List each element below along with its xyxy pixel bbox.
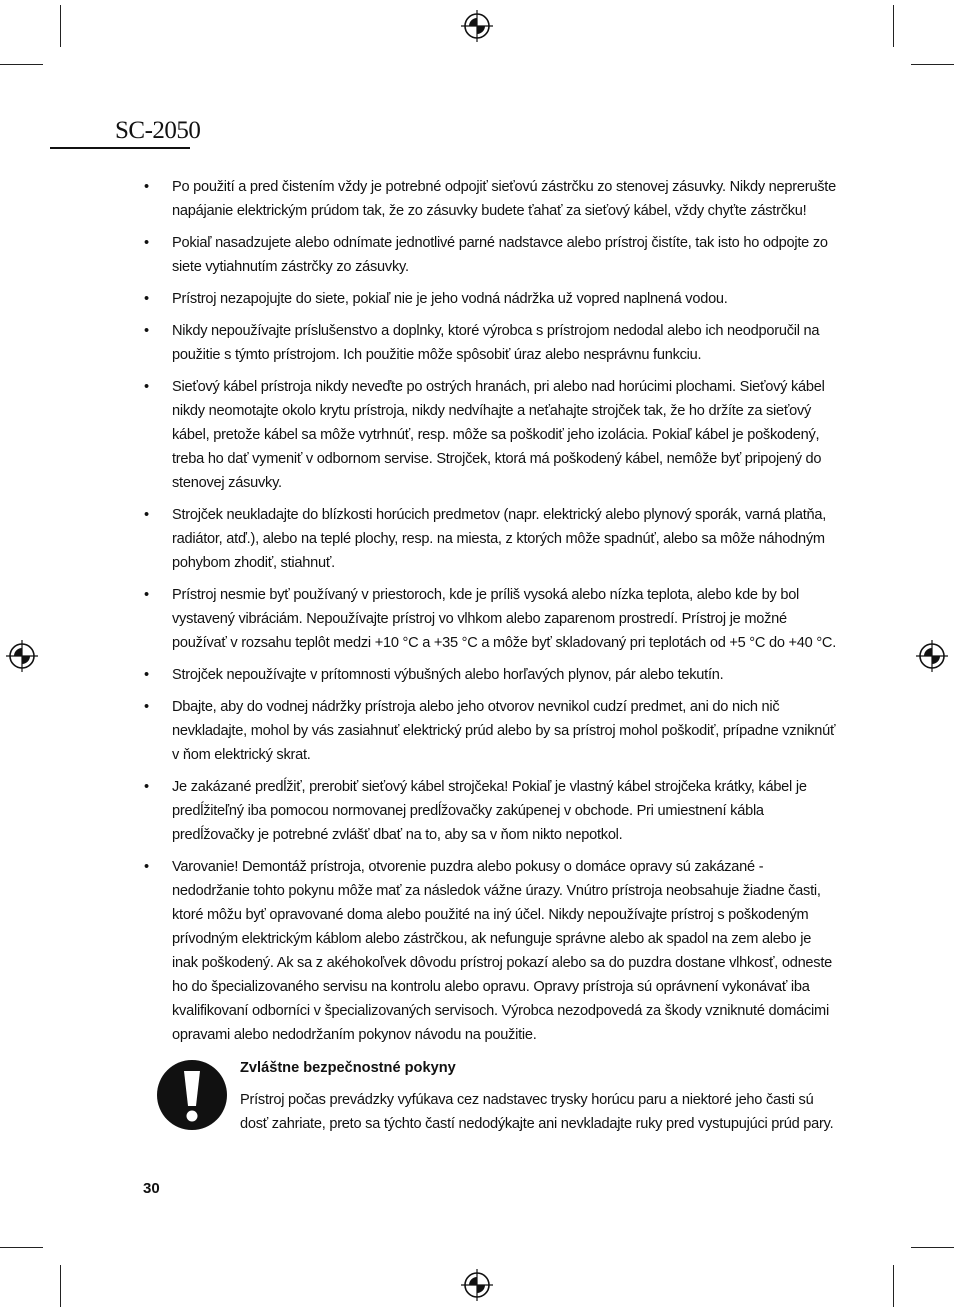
list-item (142, 375, 838, 495)
notice-title: Zvláštne bezpečnostné pokyny (240, 1060, 456, 1076)
list-item (142, 695, 838, 767)
crop-mark (911, 64, 954, 65)
crop-mark (0, 1247, 43, 1248)
list-item-text: Strojček nepoužívajte v prítomnosti výbušných alebo horľavých plynov, pár alebo tekutín. (172, 667, 724, 683)
list-item-text: Varovanie! Demontáž prístroja, otvorenie puzdra alebo pokusy o domáce opravy sú zakázané - nedodržanie tohto pokynu môže mať za následok vážne úrazy. Vnútro prístroja neobsahuje žiadne časti, ktoré môžu byť opravované doma alebo použité na iný účel. Nikdy nepoužívajte prístroj s poškodeným prívodným elektrickým káblom alebo zástrčkou, ak nefunguje správne alebo ak spadol na zem alebo je inak poškodený. Ak sa z akéhokoľvek dôvodu prístroj pokazí alebo sa do puzdra dostane vlhkosť, odneste ho do špecializovaného servisu na kontrolu alebo opravu. Opravy prístroja sú oprávnení vykonávať iba kvalifikovaní odborníci v špecializovaných servisoch. Výrobca nezodpovedá za škody vzniknuté domácimi opravami alebo nedodržaním pokynov návodu na použitie. (172, 859, 833, 1043)
crop-mark (60, 1265, 61, 1307)
registration-mark-icon (5, 639, 39, 673)
list-item (142, 231, 838, 279)
bullet: • (144, 379, 149, 395)
bullet: • (144, 667, 149, 683)
list-item-text: Strojček neukladajte do blízkosti horúcich predmetov (napr. elektrický alebo plynový sporák, varná platňa, radiátor, atď.), alebo na teplé plochy, resp. na miesta, z ktorých môže spadnúť, alebo sa môže náhodným pohybom zhodiť, stiahnuť. (172, 507, 827, 571)
safety-instructions-list (142, 175, 838, 1055)
list-item-text: Po použití a pred čistením vždy je potrebné odpojiť sieťovú zástrčku zo stenovej zásuvky. Nikdy neprerušte napájanie elektrickým prúdom tak, že zo zásuvky budete ťahať za sieťový kábel, vždy chyťte zástrčku! (172, 179, 836, 219)
exclamation-icon (155, 1058, 229, 1132)
notice-text: Prístroj počas prevádzky vyfúkava cez nadstavec trysky horúcu paru a niektoré jeho časti sú dosť zahriate, preto sa týchto častí nedodýkajte ani nevkladajte ruky pred vystupujúci prúd pary. (240, 1092, 834, 1132)
list-item (142, 663, 838, 687)
bullet: • (144, 323, 149, 339)
model-title: SC-2050 (115, 117, 201, 144)
list-item (142, 287, 838, 311)
crop-mark (911, 1247, 954, 1248)
crop-mark (60, 5, 61, 47)
list-item (142, 503, 838, 575)
bullet: • (144, 699, 149, 715)
list-item-text: Pokiaľ nasadzujete alebo odnímate jednotlivé parné nadstavce alebo prístroj čistíte, tak isto ho odpojte zo siete vytiahnutím zástrčky zo zásuvky. (172, 235, 828, 275)
registration-mark-icon (460, 9, 494, 43)
list-item-text: Je zakázané predĺžiť, prerobiť sieťový kábel strojčeka! Pokiaľ je vlastný kábel strojčeka krátky, kábel je predĺžiteľný iba pomocou normovanej predĺžovačky zakúpenej v obchode. Pri umiestnení kábla predĺžovačky je potrebné zvlášť dbať na to, aby sa v ňom nikto nepotkol. (172, 779, 807, 843)
list-item (142, 775, 838, 847)
list-item (142, 583, 838, 655)
bullet: • (144, 507, 149, 523)
bullet: • (144, 587, 149, 603)
registration-mark-icon (915, 639, 949, 673)
list-item-text: Nikdy nepoužívajte príslušenstvo a doplnky, ktoré výrobca s prístrojom nedodal alebo ich neodporučil na použitie s týmto prístrojom. Ich použitie môže spôsobiť úraz alebo nesprávnu funkciu. (172, 323, 820, 363)
page-number: 30 (143, 1180, 160, 1197)
crop-mark (893, 5, 894, 47)
registration-mark-icon (460, 1268, 494, 1302)
bullet: • (144, 179, 149, 195)
bullet: • (144, 291, 149, 307)
list-item (142, 175, 838, 223)
list-item-text: Prístroj nesmie byť používaný v priestoroch, kde je príliš vysoká alebo nízka teplota, alebo kde by bol vystavený vibráciám. Nepoužívajte prístroj vo vlhkom alebo zaparenom prostredí. Prístroj je možné používať v rozsahu teplôt medzi +10 °C a +35 °C a môže byť skladovaný pri teplotách od +5 °C do +40 °C. (172, 587, 837, 651)
list-item-text: Prístroj nezapojujte do siete, pokiaľ nie je jeho vodná nádržka už vopred naplnená vodou. (172, 291, 728, 307)
bullet: • (144, 779, 149, 795)
list-item-text: Sieťový kábel prístroja nikdy neveďte po ostrých hranách, pri alebo nad horúcimi plochami. Sieťový kábel nikdy neomotajte okolo krytu prístroja, nikdy nedvíhajte a neťahajte strojček tak, že ho držíte za sieťový kábel, pretože kábel sa môže vytrhnúť, resp. môže sa poškodiť jeho izolácia. Pokiaľ kábel je poškodený, treba ho dať vymeniť v odbornom servise. Strojček, ktorá má poškodený kábel, nemôže byť pripojený do stenovej zásuvky. (172, 379, 825, 491)
crop-mark (893, 1265, 894, 1307)
crop-mark (0, 64, 43, 65)
bullet: • (144, 235, 149, 251)
list-item (142, 855, 838, 1047)
bullet: • (144, 859, 149, 875)
list-item (142, 319, 838, 367)
list-item-text: Dbajte, aby do vodnej nádržky prístroja alebo jeho otvorov nevnikol cudzí predmet, ani do nich nič nevkladajte, mohol by vás zasiahnuť elektrický prúd alebo by sa prístroj mohol poškodiť, prípadne vzniknúť v ňom elektrický skrat. (172, 699, 836, 763)
header-rule (50, 147, 190, 149)
